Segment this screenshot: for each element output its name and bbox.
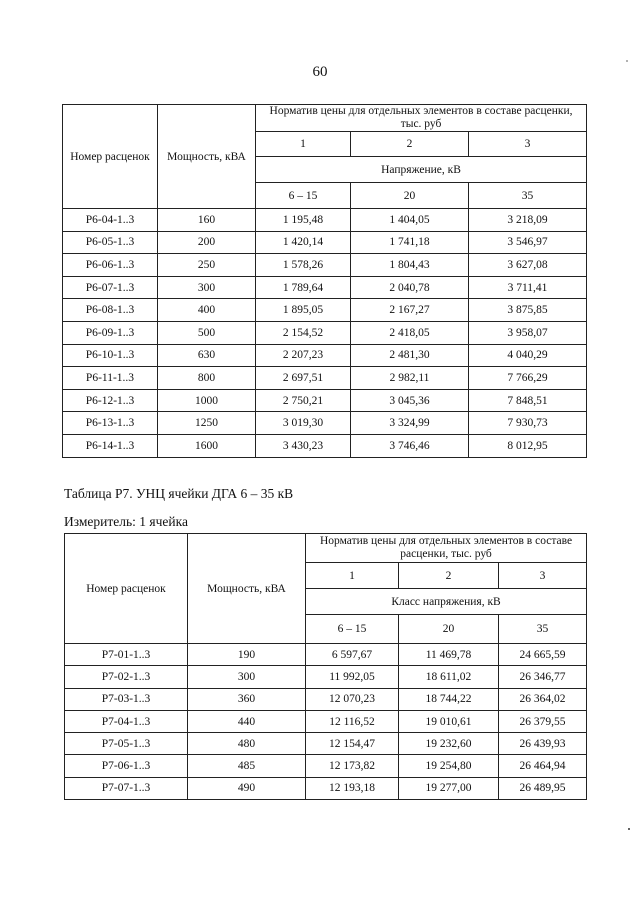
cell-value: 2 207,23 — [256, 344, 351, 367]
scan-speck — [628, 828, 630, 830]
cell-value: 2 040,78 — [351, 276, 469, 299]
cell-value: 2 697,51 — [256, 367, 351, 390]
cell-value: 6 597,67 — [306, 644, 399, 666]
cell-value: 3 019,30 — [256, 412, 351, 435]
cell-value: 3 546,97 — [469, 231, 587, 254]
cell-power: 500 — [158, 321, 256, 344]
cell-value: 3 711,41 — [469, 276, 587, 299]
cell-value: 19 277,00 — [399, 777, 499, 799]
cell-value: 2 481,30 — [351, 344, 469, 367]
table-row — [65, 733, 587, 755]
cell-value: 3 746,46 — [351, 434, 469, 457]
cell-power: 300 — [188, 666, 306, 688]
header-col-num: 3 — [499, 563, 587, 589]
cell-power: 250 — [158, 254, 256, 277]
table-row — [65, 777, 587, 799]
cell-value: 2 750,21 — [256, 389, 351, 412]
header-voltage-value: 6 – 15 — [256, 183, 351, 209]
cell-value: 1 195,48 — [256, 209, 351, 232]
cell-value: 18 744,22 — [399, 688, 499, 710]
cell-value: 12 193,18 — [306, 777, 399, 799]
cell-value: 26 464,94 — [499, 755, 587, 777]
header-code: Номер расценок — [65, 534, 188, 644]
cell-value: 1 895,05 — [256, 299, 351, 322]
table-title: Таблица Р7. УНЦ ячейки ДГА 6 – 35 кВ — [64, 486, 294, 501]
cell-code: Р7-03-1..3 — [65, 688, 188, 710]
cell-code: Р7-07-1..3 — [65, 777, 188, 799]
header-norm: Норматив цены для отдельных элементов в составе расценки, тыс. руб — [256, 105, 587, 132]
cell-power: 160 — [158, 209, 256, 232]
cell-power: 300 — [158, 276, 256, 299]
price-table-r7 — [64, 533, 587, 800]
cell-value: 3 627,08 — [469, 254, 587, 277]
cell-value: 26 379,55 — [499, 710, 587, 732]
cell-value: 3 218,09 — [469, 209, 587, 232]
cell-power: 200 — [158, 231, 256, 254]
cell-value: 8 012,95 — [469, 434, 587, 457]
cell-value: 3 430,23 — [256, 434, 351, 457]
cell-value: 3 875,85 — [469, 299, 587, 322]
cell-value: 18 611,02 — [399, 666, 499, 688]
header-voltage-value: 35 — [469, 183, 587, 209]
cell-value: 19 254,80 — [399, 755, 499, 777]
cell-value: 12 116,52 — [306, 710, 399, 732]
cell-code: Р6-05-1..3 — [63, 231, 158, 254]
header-voltage: Класс напряжения, кВ — [306, 589, 587, 615]
cell-value: 1 741,18 — [351, 231, 469, 254]
cell-value: 11 992,05 — [306, 666, 399, 688]
cell-code: Р7-05-1..3 — [65, 733, 188, 755]
cell-power: 400 — [158, 299, 256, 322]
table-row — [65, 688, 587, 710]
header-col-num: 1 — [256, 132, 351, 157]
cell-code: Р6-14-1..3 — [63, 434, 158, 457]
cell-power: 190 — [188, 644, 306, 666]
cell-value: 2 154,52 — [256, 321, 351, 344]
table-row — [63, 276, 587, 299]
cell-code: Р7-06-1..3 — [65, 755, 188, 777]
header-col-num: 3 — [469, 132, 587, 157]
header-voltage-value: 20 — [399, 615, 499, 644]
cell-value: 1 804,43 — [351, 254, 469, 277]
header-power: Мощность, кВА — [158, 105, 256, 209]
cell-value: 2 982,11 — [351, 367, 469, 390]
header-col-num: 2 — [351, 132, 469, 157]
cell-code: Р6-10-1..3 — [63, 344, 158, 367]
table-row — [65, 666, 587, 688]
cell-code: Р6-08-1..3 — [63, 299, 158, 322]
cell-power: 360 — [188, 688, 306, 710]
table-row — [63, 321, 587, 344]
cell-value: 11 469,78 — [399, 644, 499, 666]
table-row — [63, 434, 587, 457]
price-table-r6 — [62, 104, 587, 458]
cell-value: 26 346,77 — [499, 666, 587, 688]
cell-value: 12 154,47 — [306, 733, 399, 755]
header-power: Мощность, кВА — [188, 534, 306, 644]
cell-code: Р6-11-1..3 — [63, 367, 158, 390]
table-row — [63, 254, 587, 277]
cell-value: 1 420,14 — [256, 231, 351, 254]
page-number: 60 — [312, 64, 328, 80]
cell-value: 24 665,59 — [499, 644, 587, 666]
cell-power: 480 — [188, 733, 306, 755]
cell-code: Р7-02-1..3 — [65, 666, 188, 688]
cell-value: 19 232,60 — [399, 733, 499, 755]
cell-code: Р6-06-1..3 — [63, 254, 158, 277]
cell-value: 1 404,05 — [351, 209, 469, 232]
cell-value: 7 930,73 — [469, 412, 587, 435]
cell-value: 12 070,23 — [306, 688, 399, 710]
cell-code: Р6-12-1..3 — [63, 389, 158, 412]
cell-power: 1000 — [158, 389, 256, 412]
cell-power: 485 — [188, 755, 306, 777]
cell-power: 440 — [188, 710, 306, 732]
table-row — [63, 231, 587, 254]
table-row — [63, 299, 587, 322]
table-row — [65, 710, 587, 732]
cell-value: 2 418,05 — [351, 321, 469, 344]
cell-value: 26 439,93 — [499, 733, 587, 755]
cell-power: 1600 — [158, 434, 256, 457]
cell-value: 26 489,95 — [499, 777, 587, 799]
cell-value: 1 789,64 — [256, 276, 351, 299]
header-voltage: Напряжение, кВ — [256, 157, 587, 183]
cell-code: Р7-01-1..3 — [65, 644, 188, 666]
header-voltage-value: 20 — [351, 183, 469, 209]
table-row — [65, 755, 587, 777]
cell-value: 3 324,99 — [351, 412, 469, 435]
table-row — [63, 344, 587, 367]
cell-value: 2 167,27 — [351, 299, 469, 322]
scan-speck — [626, 60, 628, 62]
table-row — [63, 367, 587, 390]
cell-value: 12 173,82 — [306, 755, 399, 777]
cell-code: Р6-07-1..3 — [63, 276, 158, 299]
table-row — [63, 412, 587, 435]
header-norm: Норматив цены для отдельных элементов в составе расценки, тыс. руб — [306, 534, 587, 563]
table-row — [65, 644, 587, 666]
header-voltage-value: 35 — [499, 615, 587, 644]
header-col-num: 2 — [399, 563, 499, 589]
cell-value: 1 578,26 — [256, 254, 351, 277]
cell-power: 1250 — [158, 412, 256, 435]
cell-power: 800 — [158, 367, 256, 390]
cell-code: Р6-13-1..3 — [63, 412, 158, 435]
cell-value: 4 040,29 — [469, 344, 587, 367]
table-meter: Измеритель: 1 ячейка — [64, 514, 188, 529]
cell-value: 7 848,51 — [469, 389, 587, 412]
cell-value: 3 958,07 — [469, 321, 587, 344]
cell-power: 490 — [188, 777, 306, 799]
cell-power: 630 — [158, 344, 256, 367]
table-row — [63, 209, 587, 232]
cell-value: 7 766,29 — [469, 367, 587, 390]
cell-code: Р7-04-1..3 — [65, 710, 188, 732]
cell-code: Р6-04-1..3 — [63, 209, 158, 232]
header-col-num: 1 — [306, 563, 399, 589]
header-code: Номер расценок — [63, 105, 158, 209]
cell-value: 3 045,36 — [351, 389, 469, 412]
cell-value: 19 010,61 — [399, 710, 499, 732]
cell-value: 26 364,02 — [499, 688, 587, 710]
header-voltage-value: 6 – 15 — [306, 615, 399, 644]
cell-code: Р6-09-1..3 — [63, 321, 158, 344]
table-row — [63, 389, 587, 412]
